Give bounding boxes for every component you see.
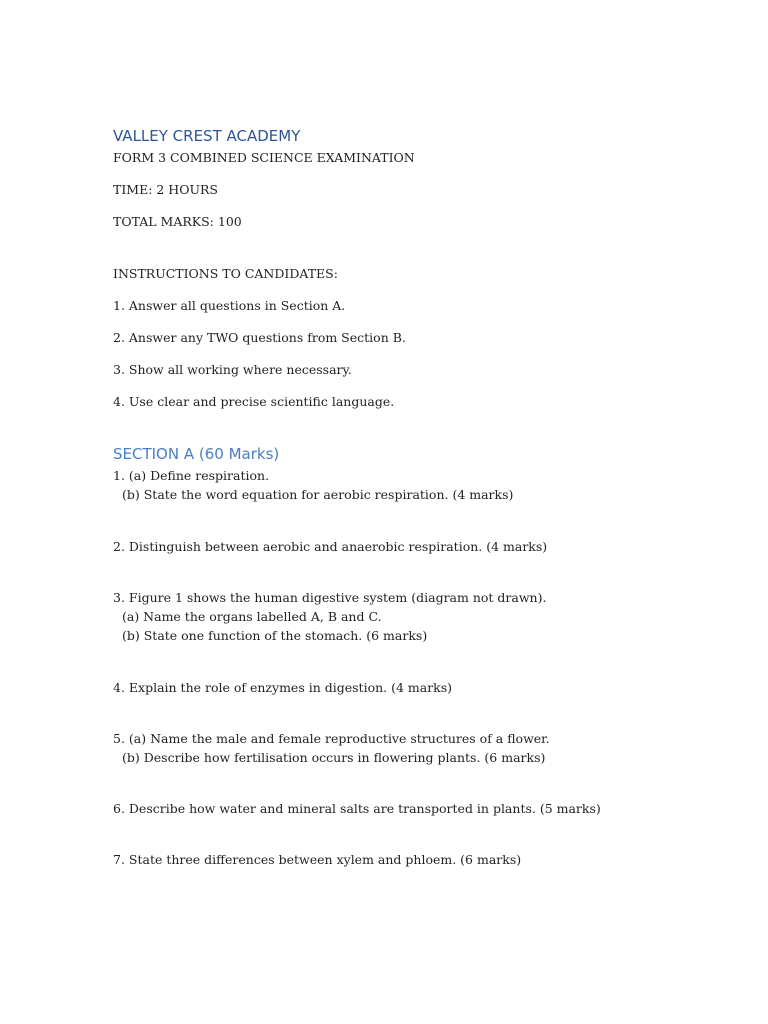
question-5a: 5. (a) Name the male and female reproductive structures of a flower. [113,731,550,746]
question-7: 7. State three differences between xylem and phloem. (6 marks) [113,852,522,867]
question-2: 2. Distinguish between aerobic and anaerobic respiration. (4 marks) [113,539,548,554]
question-3b: (b) State one function of the stomach. (6 marks) [122,628,428,643]
question-5b: (b) Describe how fertilisation occurs in flowering plants. (6 marks) [122,750,546,765]
instruction-item: 1. Answer all questions in Section A. [113,298,346,313]
school-title: VALLEY CREST ACADEMY [113,127,301,145]
instruction-item: 4. Use clear and precise scientific language. [113,394,395,409]
question-4: 4. Explain the role of enzymes in digestion. (4 marks) [113,680,453,695]
section-a-title: SECTION A (60 Marks) [113,445,280,463]
exam-title: FORM 3 COMBINED SCIENCE EXAMINATION [113,150,415,165]
total-marks: TOTAL MARKS: 100 [113,214,242,229]
question-1a: 1. (a) Define respiration. [113,468,270,483]
question-1b: (b) State the word equation for aerobic respiration. (4 marks) [122,487,514,502]
question-6: 6. Describe how water and mineral salts are transported in plants. (5 marks) [113,801,601,816]
instruction-item: 2. Answer any TWO questions from Section B. [113,330,406,345]
question-3-stem: 3. Figure 1 shows the human digestive system (diagram not drawn). [113,590,547,605]
instructions-title: INSTRUCTIONS TO CANDIDATES: [113,266,338,281]
exam-time: TIME: 2 HOURS [113,182,218,197]
instruction-item: 3. Show all working where necessary. [113,362,352,377]
question-3a: (a) Name the organs labelled A, B and C. [122,609,382,624]
